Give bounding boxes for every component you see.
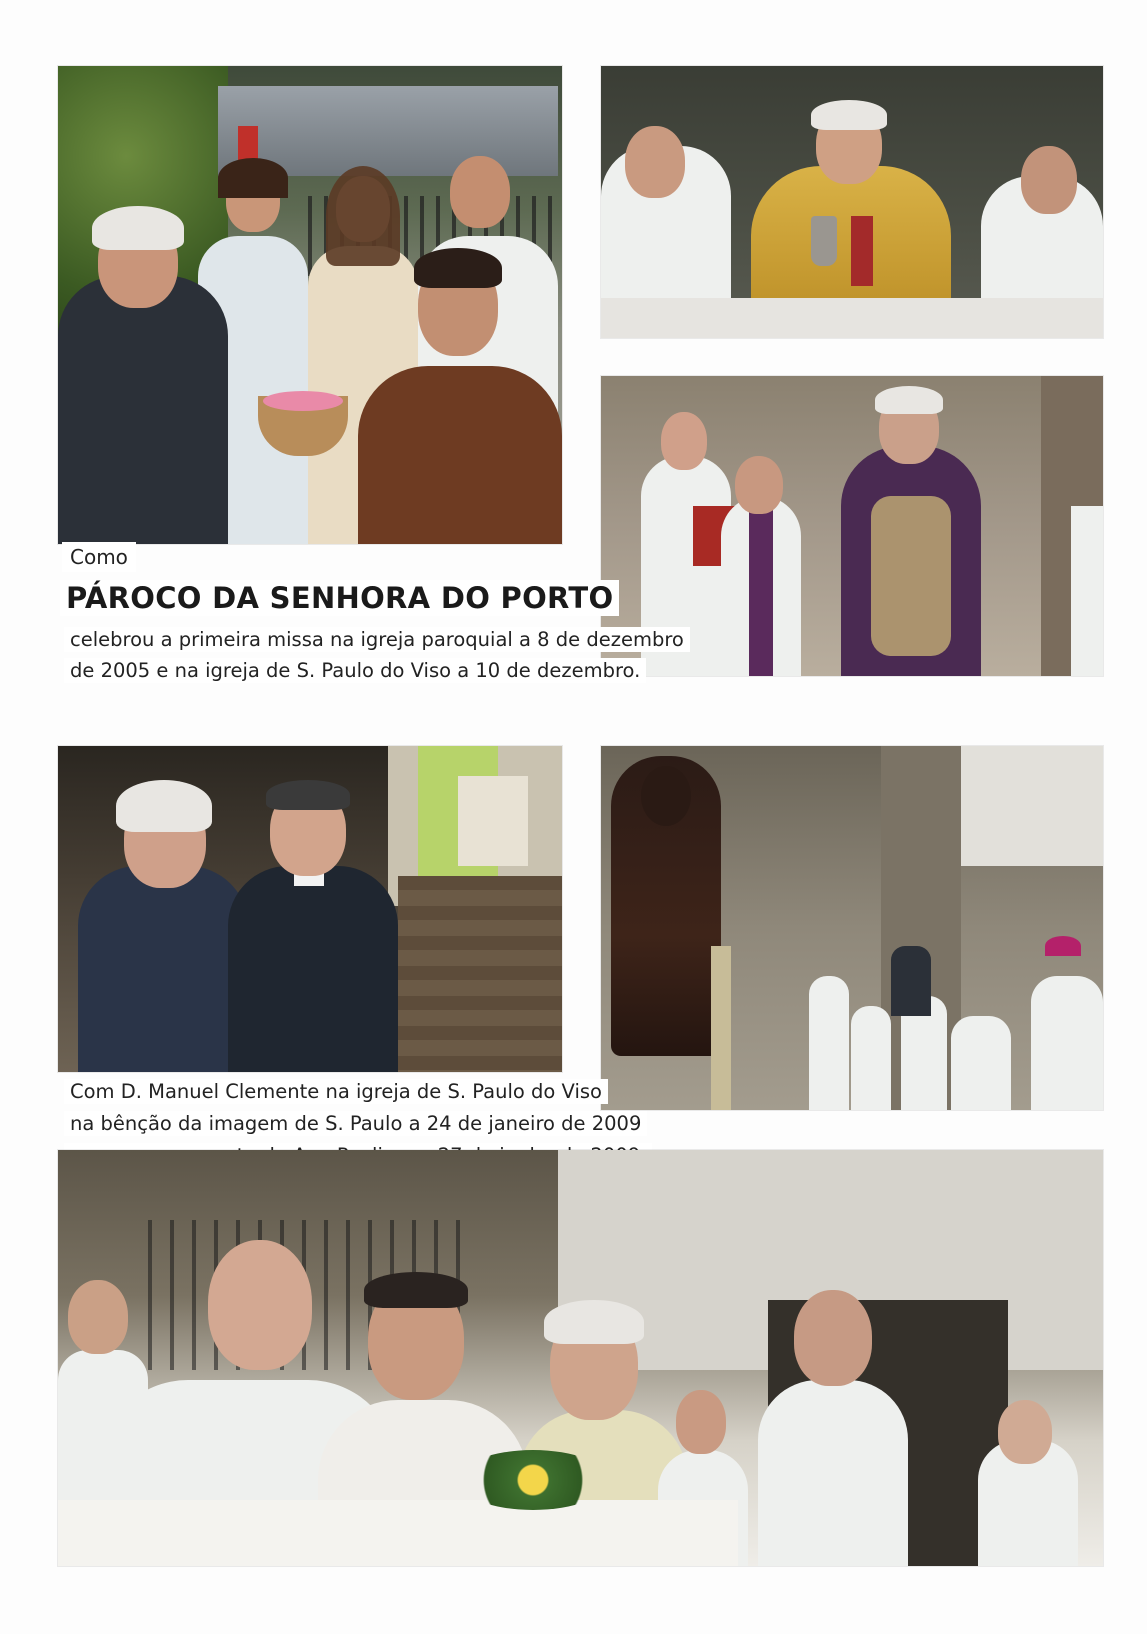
photo-outdoor-procession bbox=[58, 66, 562, 544]
photo-altar-mass bbox=[601, 66, 1103, 338]
caption-intro: Como bbox=[62, 542, 136, 572]
photo-statue-blessing bbox=[601, 746, 1103, 1110]
caption-clemente-line-1: Com D. Manuel Clemente na igreja de S. Paulo do Viso bbox=[64, 1079, 608, 1104]
photo-concelebration bbox=[58, 1150, 1103, 1566]
photo-with-bishop bbox=[58, 746, 562, 1072]
caption-first-mass-line-2: de 2005 e na igreja de S. Paulo do Viso a 10 de dezembro. bbox=[64, 658, 646, 683]
caption-first-mass-text bbox=[64, 624, 784, 686]
caption-clemente-line-2: na bênção da imagem de S. Paulo a 24 de janeiro de 2009 bbox=[64, 1111, 647, 1136]
caption-first-mass-line-1: celebrou a primeira missa na igreja paroquial a 8 de dezembro bbox=[64, 627, 690, 652]
caption-title: PÁROCO DA SENHORA DO PORTO bbox=[60, 580, 619, 616]
